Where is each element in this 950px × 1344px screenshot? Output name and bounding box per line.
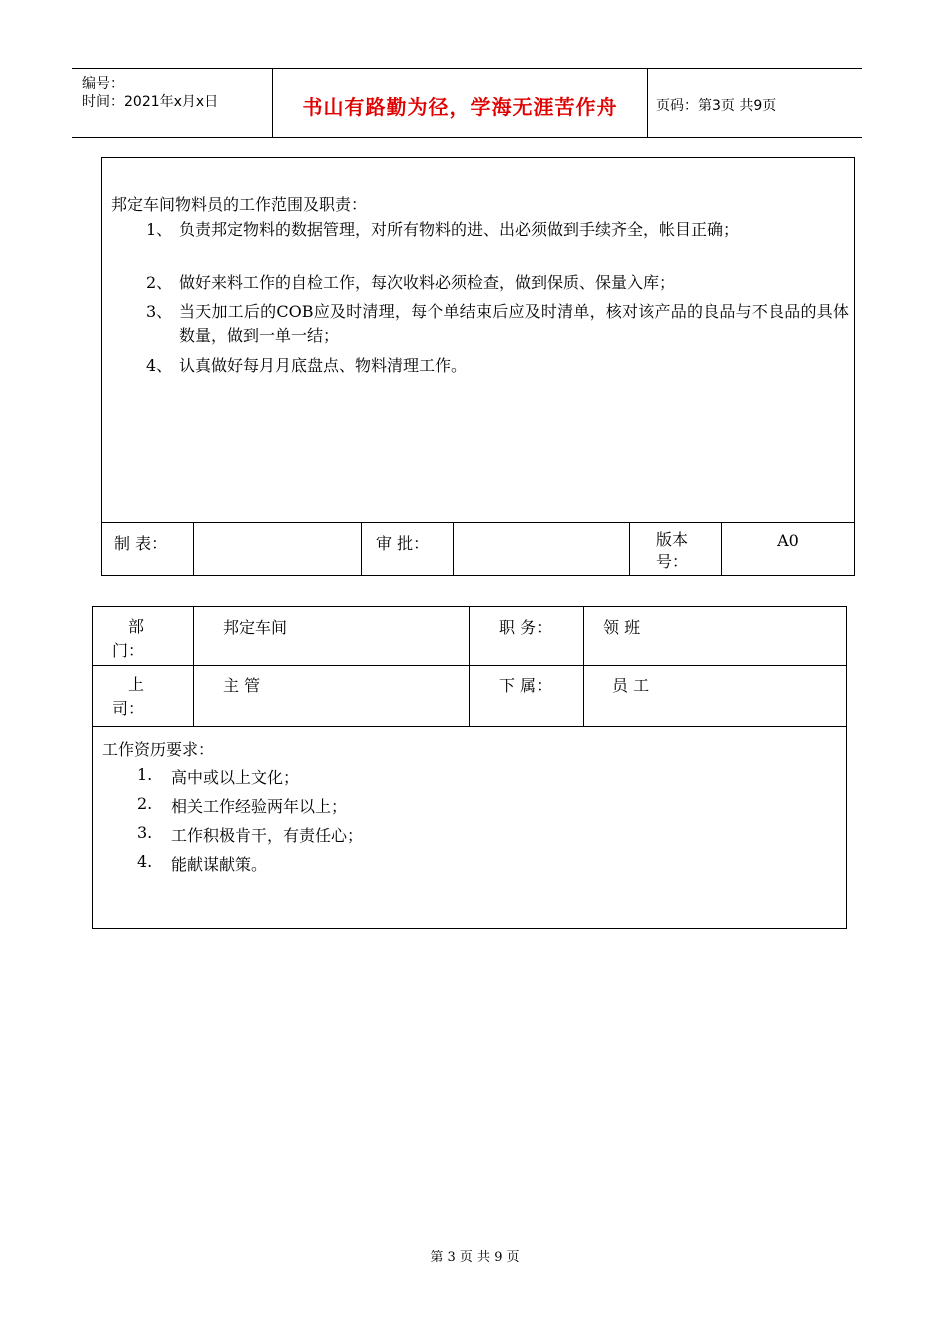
superior-label-cell	[93, 665, 194, 726]
version-value: A0	[777, 531, 799, 550]
duty-number: 1、	[146, 220, 173, 239]
duty-text: 认真做好每月月底盘点、物料清理工作。	[179, 356, 468, 375]
subordinate-label: 下 属：	[499, 676, 553, 695]
document-time: 时间：2021年x月x日	[82, 94, 219, 110]
page-header	[72, 68, 862, 138]
made-by-label: 制 表：	[114, 534, 168, 553]
dept-label-cell	[93, 607, 194, 665]
document-number: 编号：	[82, 76, 124, 92]
duties-title: 邦定车间物料员的工作范围及职责：	[111, 195, 368, 214]
duty-number: 3、	[146, 302, 173, 321]
requirement-number: 2.	[137, 794, 153, 813]
duties-box	[101, 157, 855, 576]
requirement-number: 1.	[137, 765, 153, 784]
requirements-title: 工作资历要求：	[102, 740, 215, 759]
requirement-text: 高中或以上文化；	[171, 768, 300, 787]
dept-label: 部门：	[111, 617, 144, 660]
requirement-text: 工作积极肯干，有责任心；	[171, 826, 364, 845]
duty-number: 2、	[146, 273, 173, 292]
duty-number: 4、	[146, 356, 173, 375]
approved-label: 审 批：	[376, 534, 430, 553]
position-box	[92, 606, 847, 929]
header-motto-cell	[273, 69, 648, 137]
header-meta-cell	[72, 69, 273, 137]
approved-label-cell	[362, 523, 454, 576]
dept-value: 邦定车间	[223, 618, 288, 637]
requirement-text: 能献谋献策。	[171, 855, 268, 874]
page-footer: 第 3 页 共 9 页	[430, 1250, 520, 1265]
position-row-2	[93, 665, 846, 727]
requirement-text: 相关工作经验两年以上；	[171, 797, 348, 816]
dept-value-cell	[194, 607, 470, 665]
requirement-number: 4.	[137, 852, 153, 871]
made-by-value-cell	[194, 523, 362, 576]
subordinate-label-cell	[470, 665, 584, 726]
duty-text: 负责邦定物料的数据管理，对所有物料的进、出必须做到手续齐全，帐目正确；	[179, 220, 740, 239]
subordinate-value: 员 工	[612, 676, 650, 695]
duty-text: 做好来料工作的自检工作，每次收料必须检查，做到保质、保量入库；	[179, 273, 676, 292]
superior-value-cell	[194, 665, 470, 726]
superior-label: 上司：	[111, 675, 144, 718]
subordinate-value-cell	[584, 665, 846, 726]
position-row-1	[93, 607, 846, 666]
header-page-number: 页码：第3页 共9页	[656, 98, 777, 114]
title-value-cell	[584, 607, 846, 665]
made-by-label-cell	[102, 523, 194, 576]
header-motto: 书山有路勤为径，学海无涯苦作舟	[302, 95, 618, 119]
requirement-number: 3.	[137, 823, 153, 842]
version-label-cell	[630, 523, 722, 576]
header-page-cell	[648, 69, 862, 137]
title-value: 领 班	[603, 618, 641, 637]
title-label: 职 务：	[499, 618, 553, 637]
title-label-cell	[470, 607, 584, 665]
signature-row	[102, 522, 854, 576]
approved-value-cell	[454, 523, 630, 576]
version-value-cell	[722, 523, 854, 576]
duty-text: 当天加工后的COB应及时清理，每个单结束后应及时清单，核对该产品的良品与不良品的具体数量，做到一单一结；	[179, 302, 849, 345]
version-label: 版本号：	[656, 530, 689, 571]
superior-value: 主 管	[223, 676, 261, 695]
